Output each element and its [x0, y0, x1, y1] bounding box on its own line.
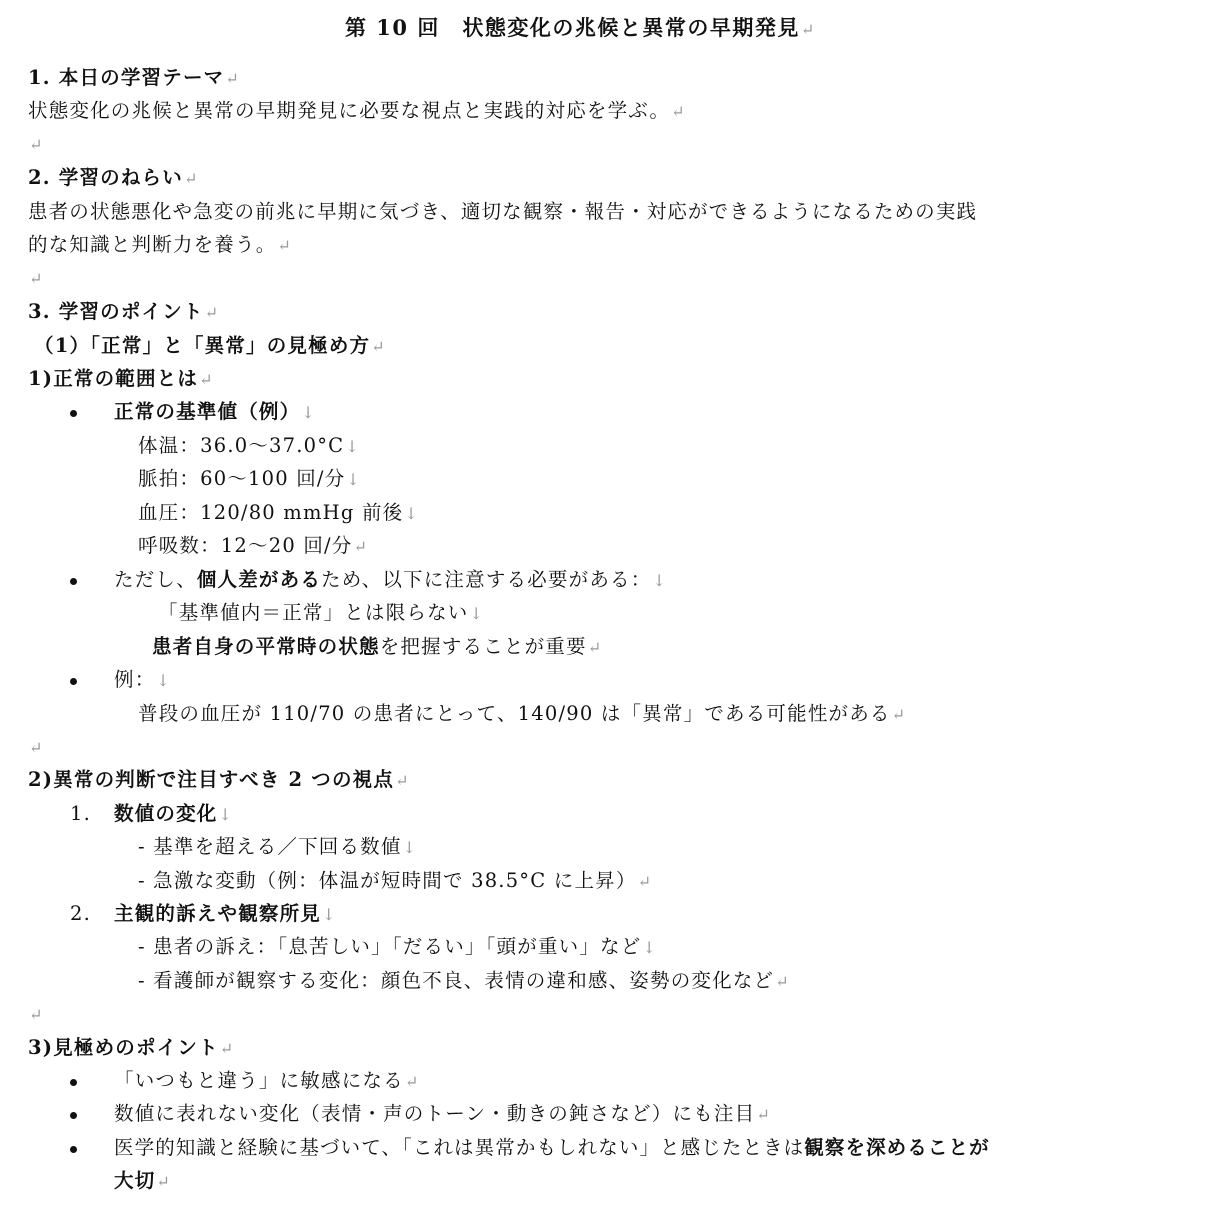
- paragraph-mark: ↵: [775, 972, 790, 991]
- section-3-heading: 3. 学習のポイント↵: [28, 300, 220, 323]
- numeric-change-item-2: - 急激な変動（例：体温が短時間で 38.5°C に上昇）↵: [138, 869, 653, 892]
- subsection-1-heading: （1）「正常」と「異常」の見極め方↵: [34, 334, 386, 357]
- paragraph-mark: ↵: [204, 303, 220, 322]
- document-title: 第 10 回 状態変化の兆候と異常の早期発見↵: [345, 15, 816, 40]
- paragraph-mark: ↵: [587, 638, 603, 657]
- line-break-mark: ↓: [301, 403, 316, 422]
- keypoint-1: 「いつもと違う」に敏感になる↵: [114, 1069, 420, 1092]
- paragraph-mark: ↵: [371, 337, 386, 356]
- subjective-findings-item-1: - 患者の訴え：「息苦しい」「だるい」「頭が重い」など↓: [138, 935, 658, 958]
- empty-paragraph: ↵: [29, 738, 44, 757]
- subjective-findings-item-2: - 看護師が観察する変化：顔色不良、表情の違和感、姿勢の変化など↵: [138, 969, 790, 992]
- keypoint-3-line2: 大切↵: [114, 1169, 172, 1192]
- bullet-icon: [70, 1146, 77, 1153]
- example-text: 普段の血圧が 110/70 の患者にとって、140/90 は「異常」である可能性がある↵: [138, 702, 907, 725]
- line-break-mark: ↓: [642, 938, 658, 957]
- subjective-findings-label: 主観的訴えや観察所見↓: [114, 902, 337, 925]
- bullet-icon: [70, 578, 77, 585]
- paragraph-mark: ↵: [225, 69, 240, 88]
- point-2-heading: 2)異常の判断で注目すべき 2 つの視点↵: [28, 768, 410, 791]
- paragraph-mark: ↵: [891, 705, 907, 724]
- line-break-mark: ↓: [652, 571, 668, 590]
- keypoint-3-line1: 医学的知識と経験に基づいて、「これは異常かもしれない」と感じたときは観察を深めることが: [114, 1136, 990, 1159]
- paragraph-mark: ↵: [199, 370, 214, 389]
- section-2-text-line1: 患者の状態悪化や急変の前兆に早期に気づき、適切な観察・報告・対応ができるようになるための実践: [28, 200, 978, 223]
- vital-blood-pressure: 血圧：120/80 mmHg 前後↓: [138, 501, 419, 524]
- list-number: 1.: [70, 802, 92, 825]
- paragraph-mark: ↵: [671, 102, 686, 121]
- caution-item-2: 患者自身の平常時の状態を把握することが重要↵: [152, 635, 603, 658]
- caution-item-1: 「基準値内＝正常」とは限らない↓: [158, 601, 485, 624]
- line-break-mark: ↓: [346, 470, 362, 489]
- section-2-text-line2: 的な知識と判断力を養う。↵: [28, 233, 293, 256]
- numeric-change-item-1: - 基準を超える／下回る数値↓: [138, 835, 418, 858]
- bullet-icon: [70, 678, 77, 685]
- paragraph-mark: ↵: [395, 771, 410, 790]
- paragraph-mark: ↵: [756, 1105, 771, 1124]
- vital-pulse: 脈拍：60～100 回/分↓: [138, 467, 362, 490]
- numeric-change-label: 数値の変化↓: [114, 802, 234, 825]
- paragraph-mark: ↵: [800, 20, 816, 39]
- bullet-icon: [70, 1112, 77, 1119]
- normal-values-label: 正常の基準値（例）↓: [114, 400, 316, 423]
- paragraph-mark: ↵: [156, 1172, 172, 1191]
- keypoint-2: 数値に表れない変化（表情・声のトーン・動きの鈍さなど）にも注目↵: [114, 1102, 771, 1125]
- point-3-heading: 3)見極めのポイント↵: [28, 1036, 235, 1059]
- line-break-mark: ↓: [345, 437, 360, 456]
- section-2-heading: 2. 学習のねらい↵: [28, 166, 199, 189]
- point-1-heading: 1)正常の範囲とは↵: [28, 367, 214, 390]
- vital-temperature: 体温：36.0～37.0°C↓: [138, 434, 360, 457]
- bullet-icon: [70, 1079, 77, 1086]
- line-break-mark: ↓: [218, 805, 234, 824]
- line-break-mark: ↓: [156, 671, 172, 690]
- list-number: 2.: [70, 902, 92, 925]
- line-break-mark: ↓: [402, 838, 418, 857]
- paragraph-mark: ↵: [183, 169, 199, 188]
- bullet-icon: [70, 410, 77, 417]
- empty-paragraph: ↵: [29, 135, 44, 154]
- paragraph-mark: ↵: [404, 1072, 420, 1091]
- paragraph-mark: ↵: [353, 537, 369, 556]
- line-break-mark: ↓: [322, 905, 337, 924]
- individual-difference-note: ただし、個人差があるため、以下に注意する必要がある：↓: [114, 568, 668, 591]
- empty-paragraph: ↵: [29, 269, 44, 288]
- vital-respiration: 呼吸数：12～20 回/分↵: [138, 534, 369, 557]
- paragraph-mark: ↵: [277, 236, 293, 255]
- line-break-mark: ↓: [469, 604, 485, 623]
- section-1-text: 状態変化の兆候と異常の早期発見に必要な視点と実践的対応を学ぶ。↵: [28, 99, 686, 122]
- paragraph-mark: ↵: [219, 1039, 235, 1058]
- line-break-mark: ↓: [404, 504, 419, 523]
- example-label: 例：↓: [114, 668, 172, 691]
- section-1-heading: 1. 本日の学習テーマ↵: [28, 66, 240, 89]
- paragraph-mark: ↵: [637, 872, 653, 891]
- empty-paragraph: ↵: [29, 1005, 44, 1024]
